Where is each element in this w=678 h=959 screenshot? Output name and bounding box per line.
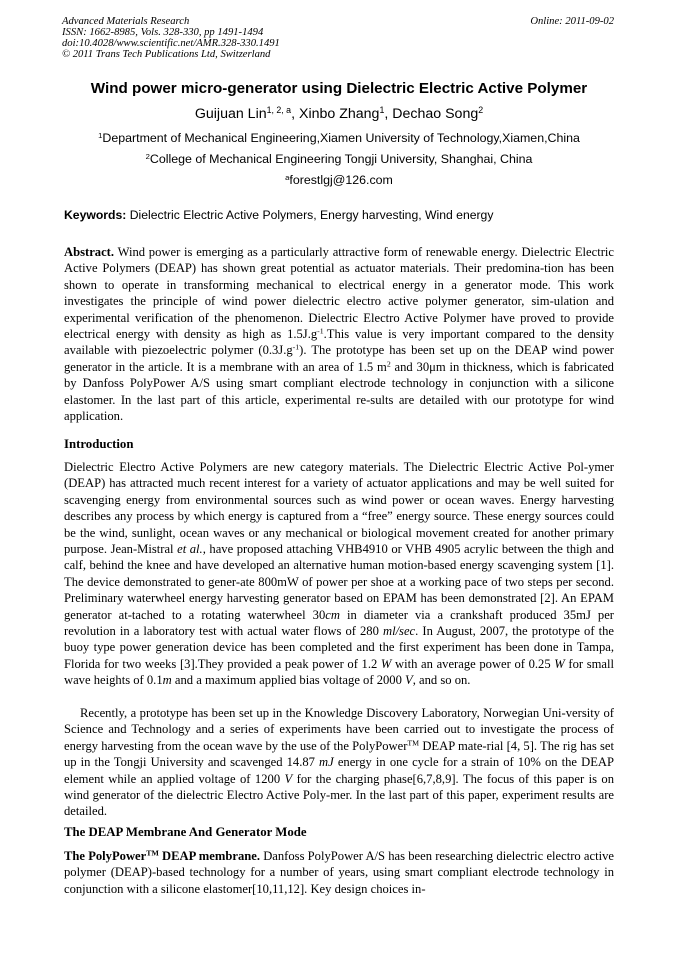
- author-name: Xinbo Zhang: [298, 106, 380, 122]
- affiliation-1: $^1$Department of Mechanical Engineering,Xiamen University of Technology,Xiamen,China: [98, 130, 580, 145]
- paper-title: Wind power micro-generator using Dielectric Electric Active Polymer: [90, 80, 588, 97]
- keywords-label: Keywords:: [64, 208, 127, 222]
- copyright-line: © 2011 Trans Tech Publications Ltd, Switzerland: [62, 49, 271, 60]
- author-affiliation-mark: 1: [379, 105, 385, 116]
- keywords-text: Dielectric Electric Active Polymers, Energy harvesting, Wind energy: [129, 208, 494, 222]
- section-heading-deap-membrane: The DEAP Membrane And Generator Mode: [64, 825, 307, 839]
- doi-line: doi:10.4028/www.scientific.net/AMR.328-330.1491: [62, 38, 280, 49]
- author-name: Dechao Song: [392, 106, 479, 122]
- paragraph-lead: The PolyPower™ DEAP membrane.: [64, 848, 260, 863]
- author-name: Guijuan Lin: [194, 106, 267, 122]
- abstract: Abstract. Wind power is emerging as a particularly attractive form of renewable energy. Dielectric Electric Active Polymers (DEAP) has shown great potential as actuator materials. Their predomina-tion has been shown to operate in transforming mechanical to electrical energy in a generator mode. This work investigates the principle of wind power dielectric electro active polymer generator, sim-ulation and experimental verification of the phenomenon. Dielectric Electro Active Polymer have proved to provide electrical energy with density as high as $1.5J.g^{-1}.This$ value is very important compared to the density available with piezoelectric polymer $(0.3J.g^{-1})$. The prototype has been set up on the DEAP wind power generator in the article. It is a membrane with an area of 1.5 $m^2$ and 30μm in thickness, which is fabricated by Danfoss PolyPower A/S using smart compliant electrode technology in conjunction with a silicone elastomer. In the last part of this article, experimental re-sults are detailed with our prototype for wind application.: [64, 245, 615, 424]
- introduction-heading: Introduction: [64, 437, 134, 451]
- online-date: Online: 2011-09-02: [530, 16, 614, 27]
- author-list: Guijuan Lin$^{1, 2, a}$, Xinbo Zhang$^1$, Dechao Song$^2$: [194, 105, 484, 122]
- author-affiliation-mark: 2: [478, 105, 484, 116]
- deap-membrane-paragraph: The PolyPower™ DEAP membrane. Danfoss PolyPower A/S has been researching dielectric electro active polymer (DEAP)-based technology for a number of years, using smart compliant electrode technology in conjunction with a silicone elastomer[10,11,12]. Key design choices in-: [64, 848, 614, 896]
- keywords: [64, 208, 493, 222]
- issn-line: ISSN: 1662-8985, Vols. 328-330, pp 1491-1494: [62, 27, 264, 38]
- introduction-paragraph-1: Dielectric Electro Active Polymers are new category materials. The Dielectric Electric Active Pol-ymer (DEAP) has attracted much recent interest for a variety of actuator applications and may be well suited for scavenging energy from environmental sources such as wind power or ocean waves. Energy harvesting describes any process by which energy is captured from a “free” energy source. These energy sources could be the wind, sunlight, ocean waves or any mechanical or biological movement created for another primary purpose. Jean-Mistral et al., have proposed attaching VHB4910 or VHB 4905 acrylic between the thigh and calf, behind the knee and have developed an alternative human motion-based energy scavenging system [1]. The device demonstrated to gener-ate 800mW of power per shoe at a working pace of two steps per second. Preliminary waterwheel energy harvesting generator based on EPAM has been demonstrated [2]. An EPAM generator at-tached to a rotating waterwheel 30cm in diameter via a crankshaft produced 35mJ per revolution in a laboratory test with actual water flows of 280 ml/sec. In August, 2007, the prototype of the buoy type power generation device has been completed and the first experiment has been done in Tampa, Florida for two weeks [3].They provided a peak power of 1.2 W with an average power of 0.25 W for small wave heights of 0.1m and a maximum applied bias voltage of 2000 V, and so on.: [64, 460, 614, 688]
- introduction-paragraph-2: Recently, a prototype has been set up in the Knowledge Discovery Laboratory, Norwegian Uni-versity of Science and Technology and a series of experiments have been carried out to investigate the process of energy harvesting from the ocean wave by the use of the PolyPower™ DEAP mate-rial [4, 5]. The rig has set up in the Tongji University and scavenged 14.87 mJ energy in one cycle for a strain of 10% on the DEAP element while an applied voltage of 1200 V for the charging phase[6,7,8,9]. The focus of this paper is on wind generator of the dielectric Electro Active Poly-mer. In the last part of this paper, experiment results are detailed.: [64, 706, 614, 819]
- affiliation-2: $^2$College of Mechanical Engineering Tongji University, Shanghai, China: [145, 151, 533, 166]
- abstract-label: Abstract.: [64, 245, 115, 259]
- author-affiliation-mark: 1, 2, a: [266, 105, 292, 116]
- author-email: $^a$forestlgj@126.com: [285, 172, 393, 187]
- journal-name: Advanced Materials Research: [62, 16, 190, 27]
